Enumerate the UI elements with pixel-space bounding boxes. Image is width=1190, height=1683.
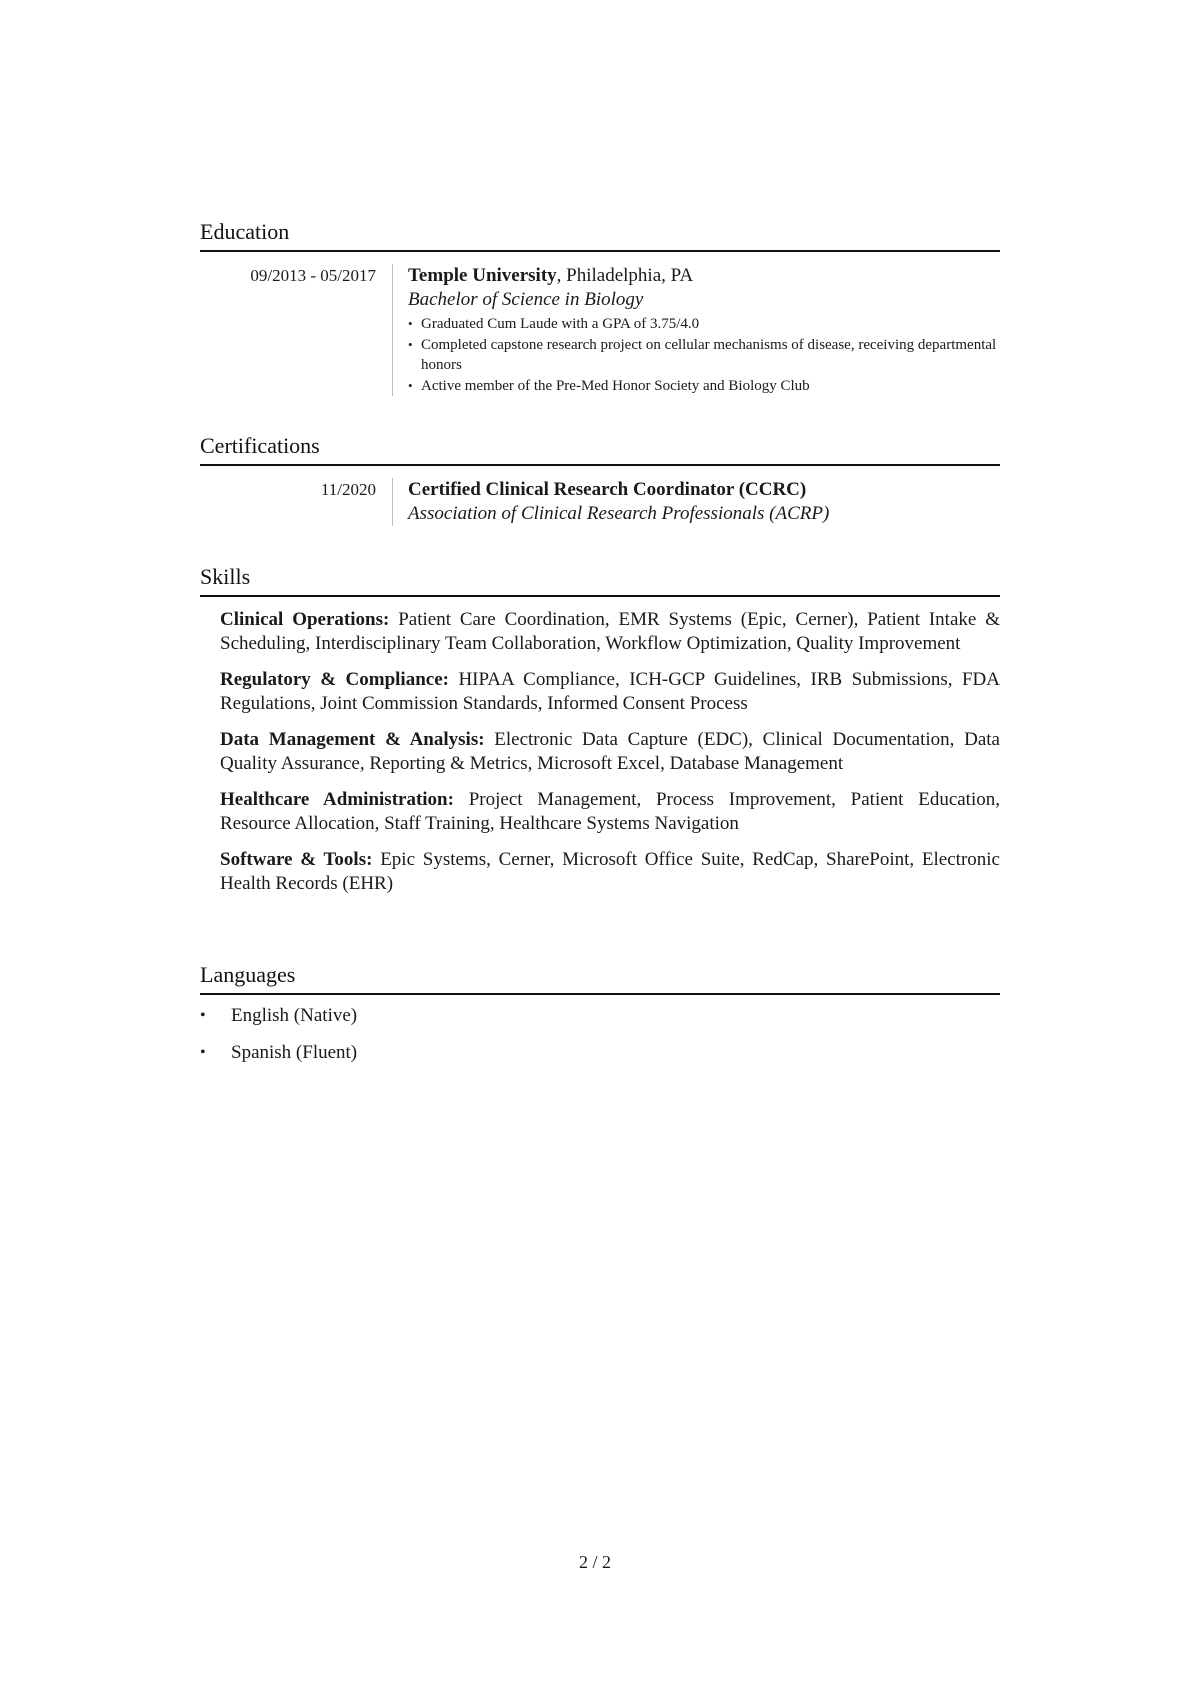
skill-item <box>220 848 1000 896</box>
section-title-education: Education <box>200 219 290 244</box>
education-bullets <box>408 314 1000 396</box>
section-divider <box>200 993 1000 995</box>
certifications-section <box>200 432 1000 526</box>
section-divider <box>200 595 1000 597</box>
languages-list <box>200 1004 1000 1065</box>
bullet-item: • Graduated Cum Laude with a GPA of 3.75/4.0 <box>408 314 1000 335</box>
entry-body <box>392 478 1000 526</box>
skill-text: Electronic Data Capture (EDC), Clinical Documentation, Data Quality Assurance, Reporting & Metrics, Microsoft Excel, Database Management <box>220 729 1000 774</box>
entry-body <box>392 264 1000 396</box>
skill-text: Epic Systems, Cerner, Microsoft Office Suite, RedCap, SharePoint, Electronic Health Records (EHR) <box>220 849 1000 894</box>
language-item: • Spanish (Fluent) <box>200 1041 1000 1065</box>
skill-text: HIPAA Compliance, ICH-GCP Guidelines, IRB Submissions, FDA Regulations, Joint Commission Standards, Informed Consent Process <box>220 669 1000 714</box>
institution-name: Temple University <box>408 265 557 286</box>
section-divider <box>200 464 1000 466</box>
skill-label: Healthcare Administration: <box>220 789 454 810</box>
skills-section <box>200 563 1000 908</box>
skill-label: Regulatory & Compliance: <box>220 669 449 690</box>
entry-title <box>408 264 1000 288</box>
section-title-certifications: Certifications <box>200 433 320 458</box>
language-item: • English (Native) <box>200 1004 1000 1028</box>
section-title-languages: Languages <box>200 962 296 987</box>
skill-text: Patient Care Coordination, EMR Systems (Epic, Cerner), Patient Intake & Scheduling, Interdisciplinary Team Collaboration, Workflow Optimization, Quality Improvement <box>220 609 1000 654</box>
entry-date: 09/2013 - 05/2017 <box>250 266 376 285</box>
section-title-skills: Skills <box>200 564 251 589</box>
degree: Bachelor of Science in Biology <box>408 289 644 310</box>
skills-list <box>220 608 1000 896</box>
certification-name: Certified Clinical Research Coordinator (CCRC) <box>408 479 807 500</box>
entry-title <box>408 478 1000 502</box>
languages-section <box>200 961 1000 1078</box>
skill-text: Project Management, Process Improvement, Patient Education, Resource Allocation, Staff Training, Healthcare Systems Navigation <box>220 789 1000 834</box>
skill-item <box>220 668 1000 716</box>
skill-item <box>220 728 1000 776</box>
institution-location: , Philadelphia, PA <box>556 265 694 286</box>
education-entry <box>200 264 1000 396</box>
skill-item <box>220 608 1000 656</box>
skill-label: Data Management & Analysis: <box>220 729 485 750</box>
bullet-item: • Completed capstone research project on cellular mechanisms of disease, receiving departmental honors <box>408 335 1000 376</box>
skill-label: Clinical Operations: <box>220 609 390 630</box>
certification-entry <box>200 478 1000 526</box>
entry-date: 11/2020 <box>320 480 376 499</box>
skill-label: Software & Tools: <box>220 849 373 870</box>
bullet-item: • Active member of the Pre-Med Honor Society and Biology Club <box>408 376 1000 397</box>
education-section <box>200 218 1000 396</box>
certification-issuer: Association of Clinical Research Professionals (ACRP) <box>408 503 830 524</box>
page-number: 2 / 2 <box>578 1552 611 1572</box>
section-divider <box>200 250 1000 252</box>
skill-item <box>220 788 1000 836</box>
